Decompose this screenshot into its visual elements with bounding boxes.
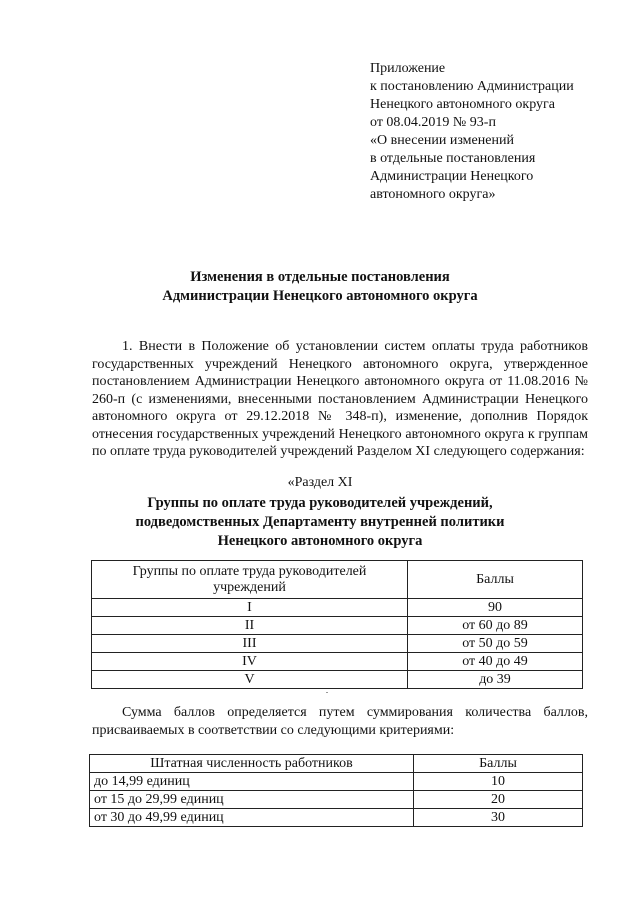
section-title-line2: подведомственных Департаменту внутренней политики <box>135 514 505 530</box>
table-row <box>92 599 583 617</box>
table-row <box>92 653 583 671</box>
paragraph-1 <box>92 338 588 461</box>
column-header-staff: Штатная численность работников <box>90 755 414 773</box>
sum-text: Сумма баллов определяется путем суммирования количества баллов, присваиваемых в соответствии со следующими критериями: <box>92 705 588 738</box>
appendix-line: Администрации Ненецкого <box>370 169 534 184</box>
document-title-line1: Изменения в отдельные постановления <box>190 269 450 285</box>
group-cell: V <box>92 671 408 689</box>
group-cell: I <box>92 599 408 617</box>
table-row <box>92 617 583 635</box>
column-header-points: Баллы <box>408 561 583 599</box>
appendix-line: Ненецкого автономного округа <box>370 97 555 112</box>
points-cell: до 39 <box>408 671 583 689</box>
document-title-line2: Администрации Ненецкого автономного округа <box>162 288 478 304</box>
table-header-row <box>92 561 583 599</box>
section-title-line3: Ненецкого автономного округа <box>217 533 423 549</box>
appendix-line: «О внесении изменений <box>370 133 514 148</box>
table-row <box>90 809 583 827</box>
column-header-points: Баллы <box>414 755 583 773</box>
paragraph-text: Внести в Положение об установлении систем оплаты труда работников государственных учреждений Ненецкого автономного округа, утвержденное постановлением Администрации Ненецкого автономного округа от 11.08.2016 № 260-п (с изменениями, внесенными постановлением Администрации Ненецкого автономного округа от 29.12.2018 № 348-п), изменение, дополнив Порядок отнесения государственных учреждений Ненецкого автономного округа к группам по оплате труда руководителей учреждений Разделом XI следующего содержания: <box>92 339 588 459</box>
points-cell: от 50 до 59 <box>408 635 583 653</box>
group-cell: III <box>92 635 408 653</box>
appendix-line: автономного округа» <box>370 187 496 202</box>
points-cell: 20 <box>414 791 583 809</box>
appendix-line: Приложение <box>370 61 446 76</box>
paragraph-number: 1. <box>122 339 133 354</box>
table-header-row <box>90 755 583 773</box>
document-title <box>0 268 640 306</box>
section-title <box>0 494 640 551</box>
staff-cell: от 30 до 49,99 единиц <box>90 809 414 827</box>
section-label: «Раздел XI <box>287 475 353 490</box>
points-cell: 90 <box>408 599 583 617</box>
group-cell: IV <box>92 653 408 671</box>
section-title-line1: Группы по оплате труда руководителей учреждений, <box>147 495 493 511</box>
staff-cell: до 14,99 единиц <box>90 773 414 791</box>
points-cell: 10 <box>414 773 583 791</box>
groups-table <box>91 560 583 689</box>
table-row <box>92 671 583 689</box>
table-row <box>90 773 583 791</box>
appendix-header <box>370 60 574 204</box>
scan-speck <box>326 692 328 693</box>
staff-table <box>89 754 583 827</box>
sum-paragraph <box>92 704 588 739</box>
appendix-line: в отдельные постановления <box>370 151 536 166</box>
staff-cell: от 15 до 29,99 единиц <box>90 791 414 809</box>
table-row <box>90 791 583 809</box>
appendix-line: к постановлению Администрации <box>370 79 574 94</box>
appendix-line: от 08.04.2019 № 93-п <box>370 115 496 130</box>
group-cell: II <box>92 617 408 635</box>
points-cell: 30 <box>414 809 583 827</box>
column-header-groups: Группы по оплате труда руководителей учреждений <box>92 561 408 599</box>
table-row <box>92 635 583 653</box>
points-cell: от 40 до 49 <box>408 653 583 671</box>
points-cell: от 60 до 89 <box>408 617 583 635</box>
